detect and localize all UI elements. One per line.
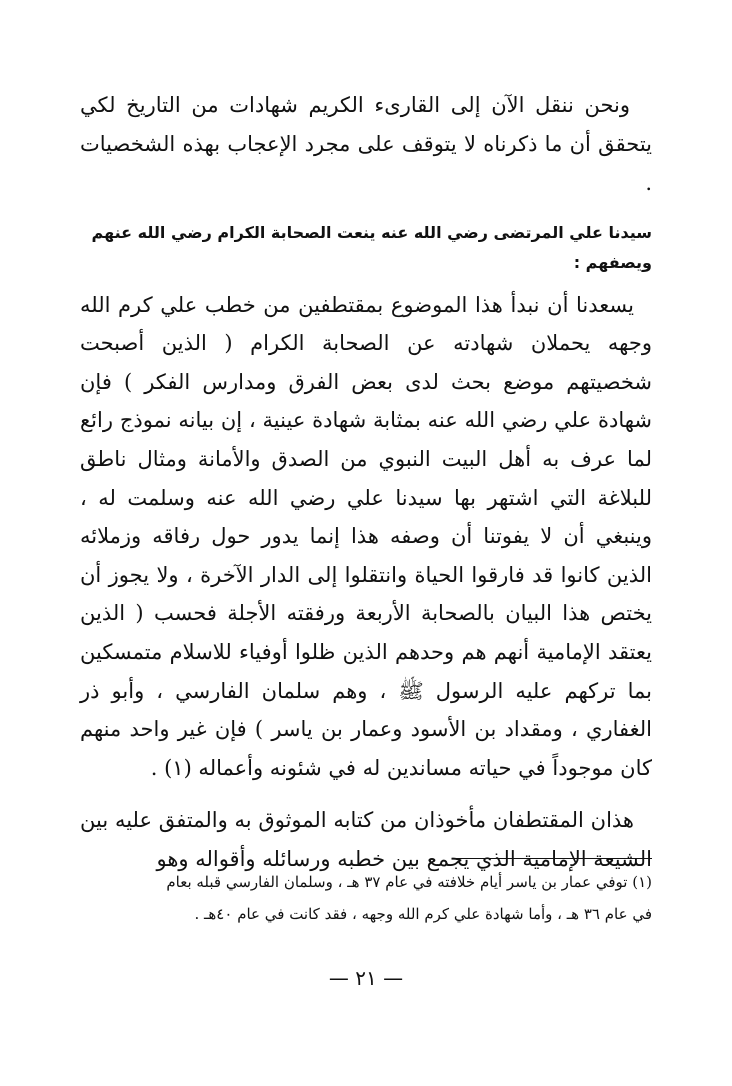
footnote-divider bbox=[456, 858, 652, 859]
main-text bbox=[80, 86, 652, 879]
section-heading: سيدنا علي المرتضى رضي الله عنه ينعت الصحابة الكرام رضي الله عنهم ويصفهم : bbox=[91, 222, 652, 272]
footnotes bbox=[80, 866, 652, 930]
footnote-line: في عام ٣٦ هـ ، وأما شهادة علي كرم الله وجهه ، فقد كانت في عام ٤٠هـ . bbox=[194, 905, 652, 923]
intro-paragraph: ونحن ننقل الآن إلى القارىء الكريم شهادات من التاريخ لكي يتحقق أن ما ذكرناه لا يتوقف على مجرد الإعجاب بهذه الشخصيات . bbox=[80, 93, 652, 196]
body-paragraph: يسعدنا أن نبدأ هذا الموضوع بمقتطفين من خطب علي كرم الله وجهه يحملان شهادته عن الصحابة الكرام ( الذين أصبحت شخصيتهم موضع بحث لدى بعض الفرق ومدارس الفكر ) فإن شهادة علي رضي الله عنه بمثابة شهادة عينية ، إن بيانه نموذج رائع لما عرف به أهل البيت النبوي من الصدق والأمانة ومثال ناطق للبلاغة التي اشتهر بها سيدنا علي رضي الله عنه وسلمت له ، وينبغي أن لا يفوتنا أن وصفه هذا إنما يدور حول رفاقه وزملائه الذين كانوا قد فارقوا الحياة وانتقلوا إلى الدار الآخرة ، ولا يجوز أن يختص هذا البيان بالصحابة الأربعة ورفقته الأجلة فحسب ( الذين يعتقد الإمامية أنهم هم وحدهم الذين ظلوا أوفياء للاسلام متمسكين بما تركهم عليه الرسول ﷺ ، وهم سلمان الفارسي ، وأبو ذر الغفاري ، ومقداد بن الأسود وعمار بن ياسر ) فإن غير واحد منهم كان موجوداً في حياته مساندين له في شئونه وأعماله (١) . bbox=[80, 292, 652, 780]
closing-paragraph: هذان المقتطفان مأخوذان من كتابه الموثوق به والمتفق عليه بين الشيعة الإمامية الذي يجمع بين خطبه ورسائله وأقواله وهو bbox=[80, 808, 652, 872]
page-number: — ٢١ — bbox=[328, 966, 404, 990]
footnote-line: (١) توفي عمار بن ياسر أيام خلافته في عام ٣٧ هـ ، وسلمان الفارسي قبله بعام bbox=[166, 873, 652, 891]
